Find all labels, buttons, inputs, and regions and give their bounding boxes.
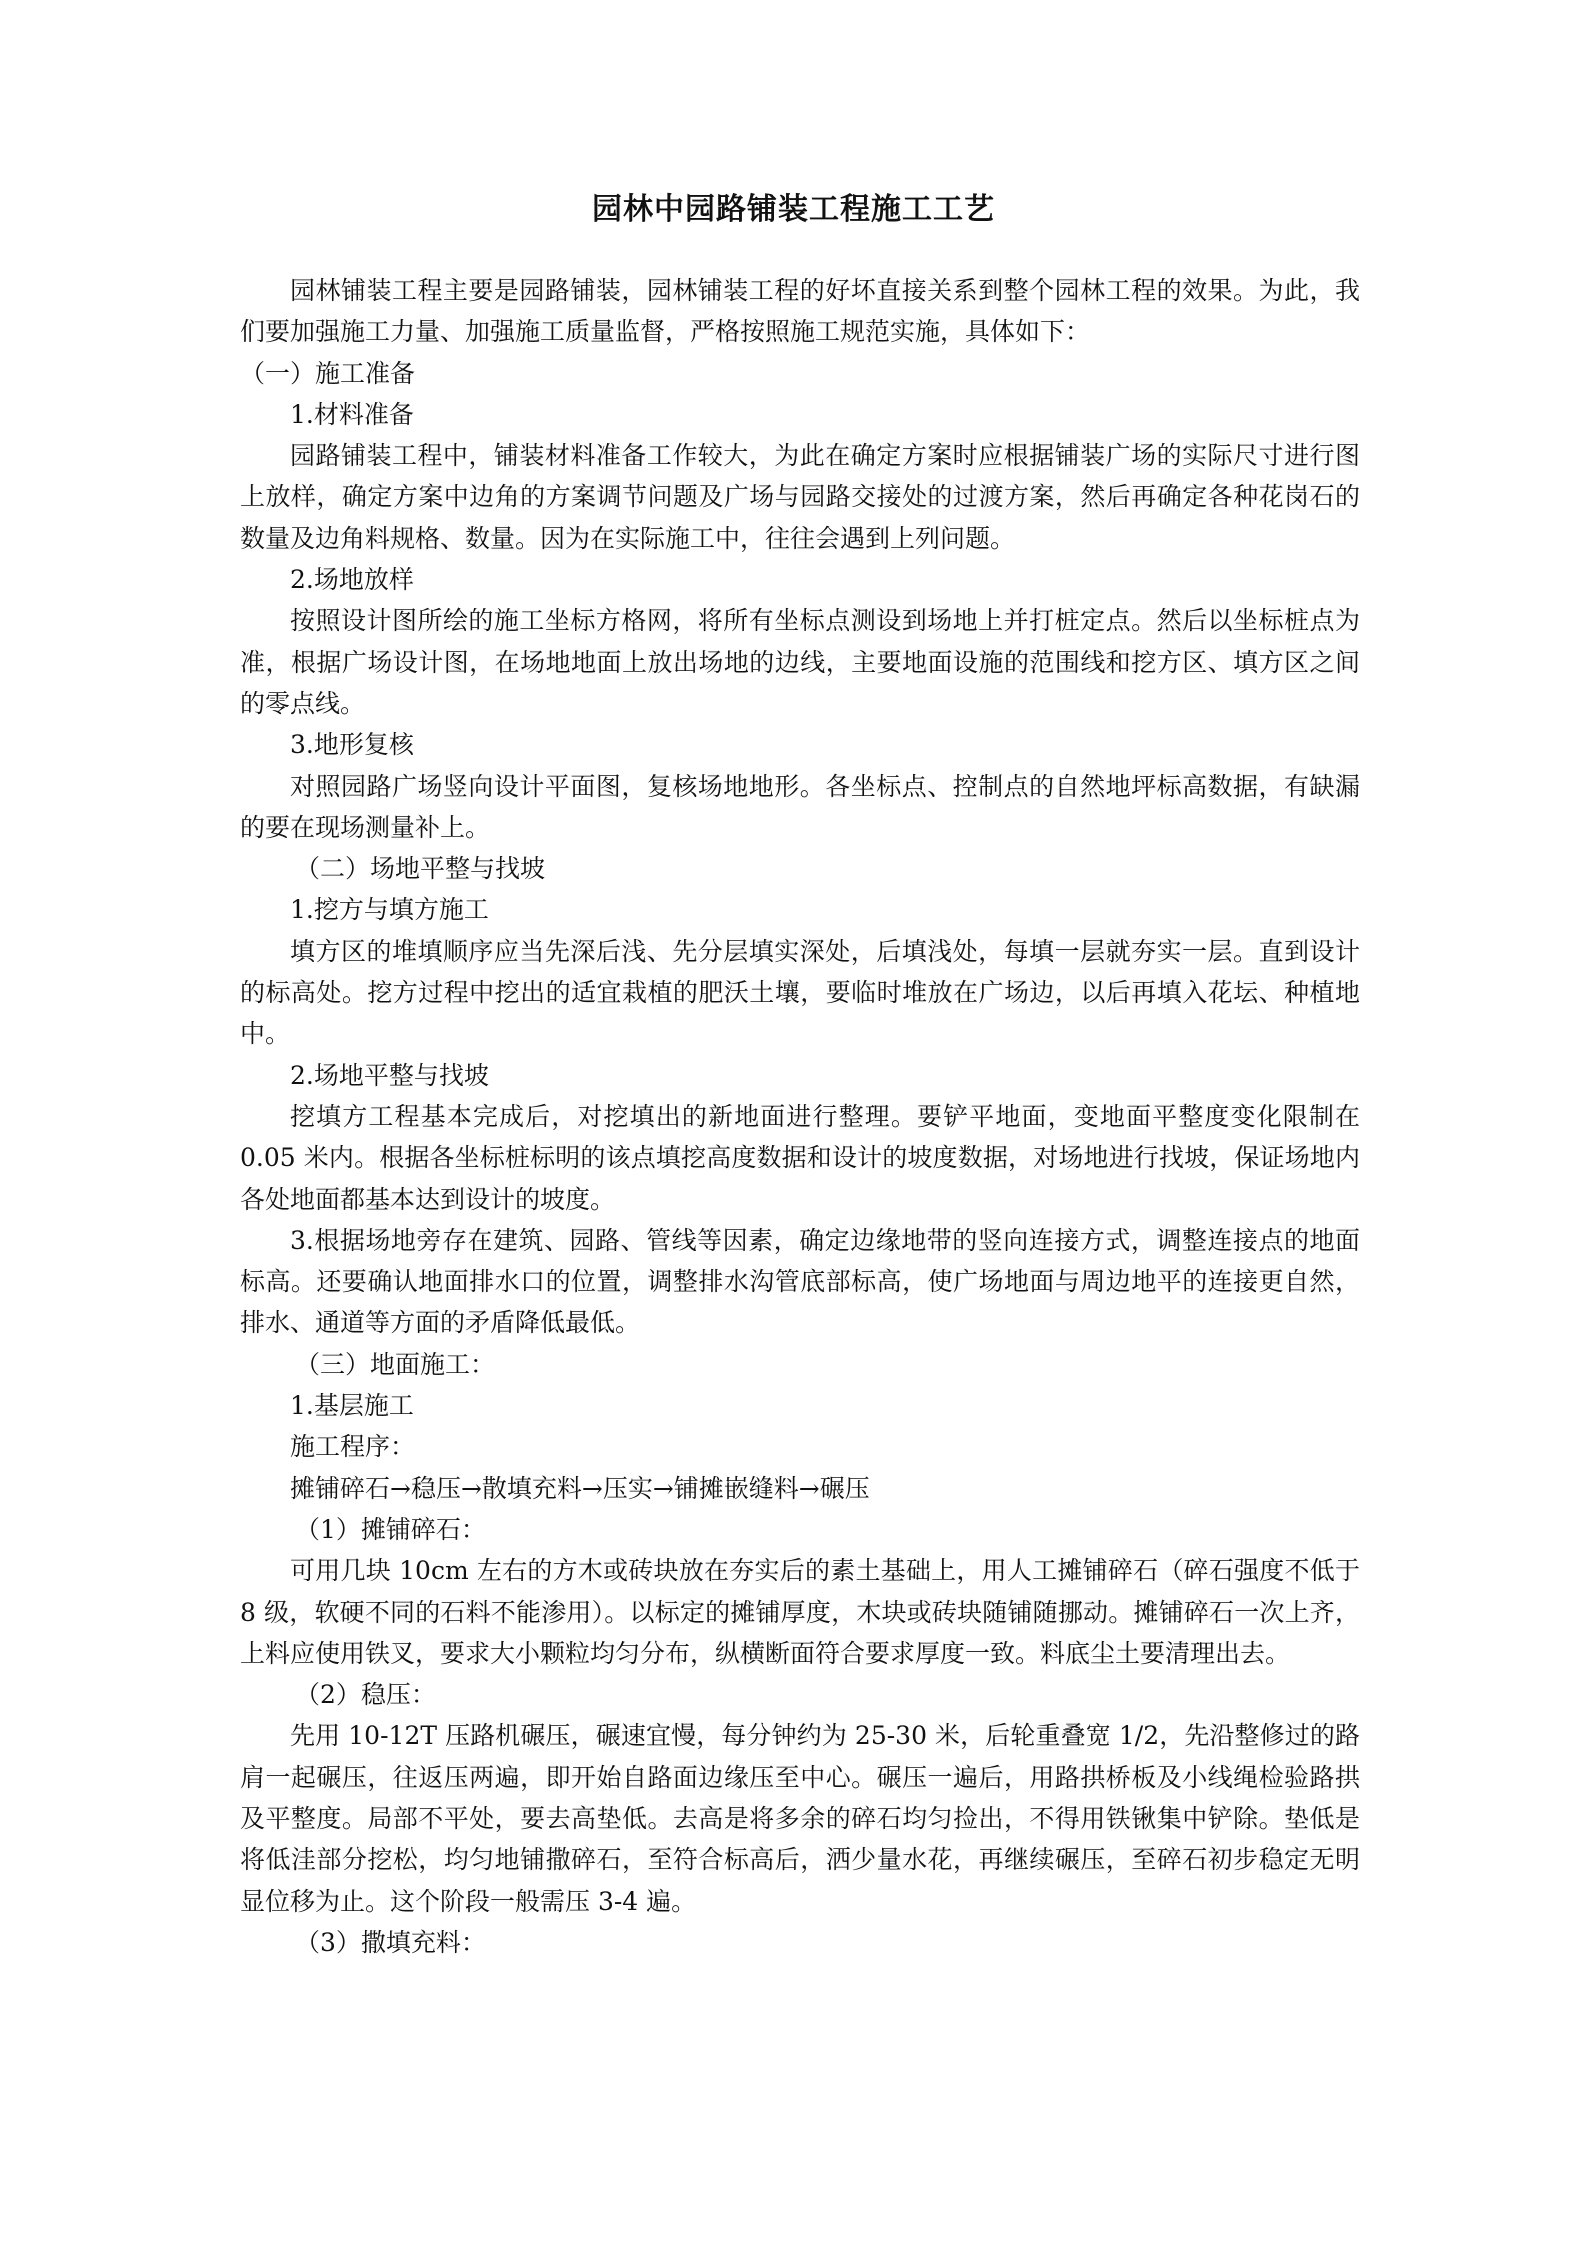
procedure-flow: 摊铺碎石→稳压→散填充料→压实→铺摊嵌缝料→碾压 — [290, 1473, 870, 1503]
subheading-layout: 2.场地放样 — [290, 565, 414, 595]
subheading-terrain-check: 3.地形复核 — [290, 730, 414, 760]
document-body — [240, 270, 1360, 1963]
paragraph-cut-fill: 填方区的堆填顺序应当先深后浅、先分层填实深处，后填浅处，每填一层就夯实一层。直到设计的标高处。挖方过程中挖出的适宜栽植的肥沃土壤，要临时堆放在广场边，以后再填入花坛、种植地中。 — [240, 936, 1360, 1049]
subheading-cut-fill: 1.挖方与填方施工 — [290, 895, 489, 925]
section-heading-prep: （一）施工准备 — [240, 358, 416, 388]
paragraph-terrain-check: 对照园路广场竖向设计平面图，复核场地地形。各坐标点、控制点的自然地坪标高数据，有缺漏的要在现场测量补上。 — [240, 771, 1360, 842]
paragraph-spread: 可用几块 10cm 左右的方木或砖块放在夯实后的素土基础上，用人工摊铺碎石（碎石强度不低于 8 级，软硬不同的石料不能渗用）。以标定的摊铺厚度，木块或砖块随铺随挪动。摊铺碎石一次上齐，上料应使用铁叉，要求大小颗粒均匀分布，纵横断面符合要求厚度一致。料底尘土要清理出去。 — [240, 1556, 1360, 1668]
paragraph-layout: 按照设计图所绘的施工坐标方格网，将所有坐标点测设到场地上并打桩定点。然后以坐标桩点为准，根据广场设计图，在场地地面上放出场地的边线，主要地面设施的范围线和挖方区、填方区之间的零点线。 — [240, 606, 1360, 718]
label-procedure: 施工程序： — [290, 1432, 416, 1462]
section-heading-ground: （三）地面施工： — [295, 1349, 496, 1379]
intro-paragraph: 园林铺装工程主要是园路铺装，园林铺装工程的好坏直接关系到整个园林工程的效果。为此，我们要加强施工力量、加强施工质量监督，严格按照施工规范实施，具体如下： — [240, 276, 1360, 347]
subheading-materials: 1.材料准备 — [290, 399, 414, 429]
paragraph-grading: 挖填方工程基本完成后，对挖填出的新地面进行整理。要铲平地面，变地面平整度变化限制在 0.05 米内。根据各坐标桩标明的该点填挖高度数据和设计的坡度数据，对场地进行找坡，保证场地内各处地面都基本达到设计的坡度。 — [240, 1101, 1360, 1214]
step-heading-stabilize: （2）稳压： — [295, 1680, 436, 1710]
step-heading-filler: （3）撒填充料： — [295, 1927, 486, 1957]
paragraph-stabilize: 先用 10-12T 压路机碾压，碾速宜慢，每分钟约为 25-30 米，后轮重叠宽 1/2，先沿整修过的路肩一起碾压，往返压两遍，即开始自路面边缘压至中心。碾压一遍后，用路拱桥板及小线绳检验路拱及平整度。局部不平处，要去高垫低。去高是将多余的碎石均匀捡出，不得用铁锹集中铲除。垫低是将低洼部分挖松，均匀地铺撒碎石，至符合标高后，洒少量水花，再继续碾压，至碎石初步稳定无明显位移为止。这个阶段一般需压 3-4 遍。 — [240, 1721, 1360, 1916]
step-heading-spread: （1）摊铺碎石： — [295, 1514, 486, 1544]
section-heading-leveling: （二）场地平整与找坡 — [295, 854, 546, 884]
subheading-base: 1.基层施工 — [290, 1391, 414, 1421]
subheading-grading: 2.场地平整与找坡 — [290, 1060, 489, 1090]
paragraph-edge-connection: 3.根据场地旁存在建筑、园路、管线等因素，确定边缘地带的竖向连接方式，调整连接点的地面标高。还要确认地面排水口的位置，调整排水沟管底部标高，使广场地面与周边地平的连接更自然，排水、通道等方面的矛盾降低最低。 — [240, 1225, 1360, 1338]
paragraph-materials: 园路铺装工程中，铺装材料准备工作较大，为此在确定方案时应根据铺装广场的实际尺寸进行图上放样，确定方案中边角的方案调节问题及广场与园路交接处的过渡方案，然后再确定各种花岗石的数量及边角料规格、数量。因为在实际施工中，往往会遇到上列问题。 — [240, 441, 1360, 553]
document-title: 园林中园路铺装工程施工工艺 — [592, 192, 995, 227]
